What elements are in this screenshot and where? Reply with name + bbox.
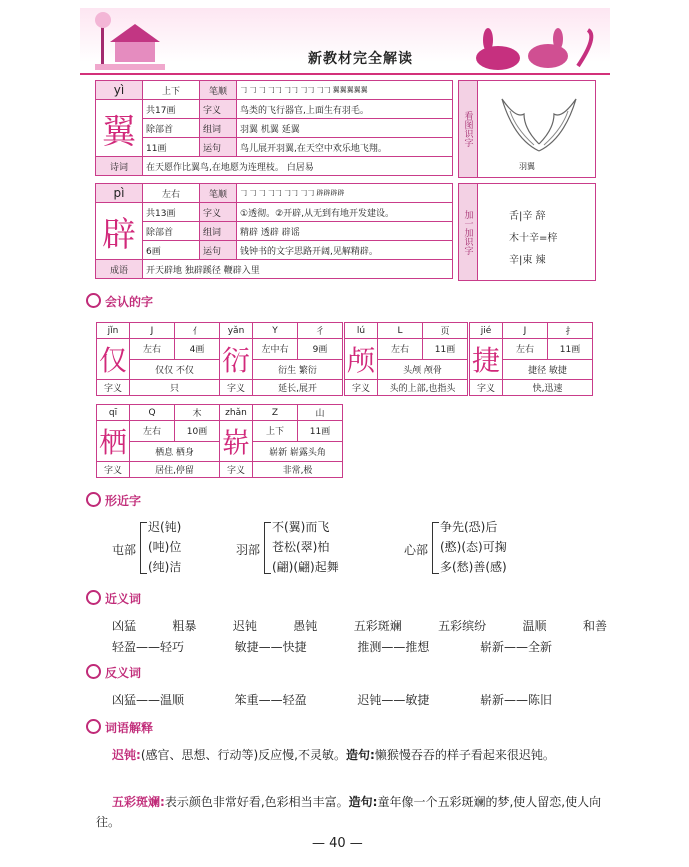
similar-g3: 争先(恐)后 (憨)(态)可掬 多(愁)善(感) bbox=[440, 520, 507, 574]
stroke-count: 11画 bbox=[548, 339, 593, 360]
letter: J bbox=[130, 323, 175, 339]
meaning-label: 字义 bbox=[220, 380, 253, 396]
letter: Z bbox=[253, 405, 298, 421]
pinyin: jié bbox=[470, 323, 503, 339]
zuci-label: 组词 bbox=[200, 119, 237, 138]
stroke-order: 𠃌 𠃌 𠃌 𠃌𠃌 𠃌𠃌 𠃌𠃌 𠃌𠃌 翼翼翼翼翼 bbox=[237, 81, 453, 100]
letter: Y bbox=[253, 323, 298, 339]
word: 敏捷——快捷 bbox=[234, 640, 307, 654]
meaning-label: 字义 bbox=[345, 380, 378, 396]
magnifier-icon bbox=[86, 664, 101, 679]
meaning: 快,迅速 bbox=[503, 380, 593, 396]
term: 迟钝: bbox=[112, 748, 141, 762]
section-synonym: 近义词 bbox=[86, 590, 141, 607]
meaning: 头的上部,也指头 bbox=[378, 380, 468, 396]
meaning: 延长,展开 bbox=[253, 380, 343, 396]
word: 迟钝 bbox=[232, 619, 257, 633]
structure: 左右 bbox=[143, 184, 200, 203]
brace bbox=[140, 522, 147, 574]
brace bbox=[264, 522, 271, 574]
words: 头颅 颅骨 bbox=[378, 359, 468, 380]
words: 捷径 敏捷 bbox=[503, 359, 593, 380]
big-character: 仅 bbox=[97, 339, 130, 380]
use-sentence: 鸟儿展开羽翼,在天空中欢乐地飞翔。 bbox=[237, 138, 453, 157]
char-table-pi bbox=[95, 183, 453, 279]
word: 凶猛——温顺 bbox=[112, 693, 185, 707]
structure: 左右 bbox=[378, 339, 423, 360]
meaning: 非常,极 bbox=[253, 462, 343, 478]
radical-count: 6画 bbox=[143, 241, 200, 260]
radical: 页 bbox=[423, 323, 468, 339]
recognize-char-card bbox=[469, 322, 593, 396]
word: 和善 bbox=[582, 619, 607, 633]
meaning-label: 字义 bbox=[470, 380, 503, 396]
letter: J bbox=[503, 323, 548, 339]
word: 温顺 bbox=[522, 619, 547, 633]
big-character: 栖 bbox=[97, 421, 130, 462]
similar-g2: 不(翼)而飞 苍松(翠)柏 (翩)(翩)起舞 bbox=[272, 520, 339, 574]
stroke-order: 𠃌 𠃌 𠃌 𠃌𠃌 𠃌𠃌 𠃌𠃌 辟辟辟辟 bbox=[237, 184, 453, 203]
radical-label: 除部首 bbox=[143, 119, 200, 138]
words: 崭新 崭露头角 bbox=[253, 441, 343, 462]
pinyin: yǎn bbox=[220, 323, 253, 339]
header-title: 新教材完全解读 bbox=[308, 51, 413, 67]
radical-count: 11画 bbox=[143, 138, 200, 157]
synonym-row-1 bbox=[112, 617, 607, 634]
structure: 上下 bbox=[143, 81, 200, 100]
section-explain: 词语解释 bbox=[86, 719, 153, 736]
structure: 左右 bbox=[130, 421, 175, 442]
words: 衍生 繁衍 bbox=[253, 359, 343, 380]
letter: Q bbox=[130, 405, 175, 421]
magnifier-icon bbox=[86, 293, 101, 308]
big-character: 捷 bbox=[470, 339, 503, 380]
term: 五彩斑斓: bbox=[112, 795, 165, 809]
magnifier-icon bbox=[86, 719, 101, 734]
zuci: 精辟 透辟 辟谣 bbox=[237, 222, 453, 241]
structure: 上下 bbox=[253, 421, 298, 442]
meaning-label: 字义 bbox=[97, 462, 130, 478]
meaning-label: 字义 bbox=[97, 380, 130, 396]
header-line bbox=[80, 73, 610, 75]
recognize-char-card bbox=[96, 404, 220, 478]
word: 凶猛 bbox=[112, 619, 137, 633]
wings-caption: 羽翼 bbox=[519, 162, 535, 171]
poem-label: 诗词 bbox=[96, 157, 143, 176]
explain-1: 迟钝:(感官、思想、行动等)反应慢,不灵敏。造句:懒猴慢吞吞的样子看起来很迟钝。 bbox=[112, 748, 555, 762]
add-item: 辛|束 辣 bbox=[509, 255, 546, 266]
brace bbox=[432, 522, 439, 574]
page-header bbox=[80, 8, 610, 76]
similar-g1: 迟(钝) (吨)位 (纯)洁 bbox=[148, 520, 182, 574]
pinyin: yì bbox=[96, 81, 143, 100]
rabbits-illustration bbox=[458, 26, 608, 72]
add-list bbox=[509, 206, 557, 272]
zuci-label: 组词 bbox=[200, 222, 237, 241]
pinyin: jǐn bbox=[97, 323, 130, 339]
radical: 亻 bbox=[175, 323, 220, 339]
section-similar: 形近字 bbox=[86, 492, 141, 509]
word: 愚钝 bbox=[293, 619, 318, 633]
use-label: 运句 bbox=[200, 138, 237, 157]
radical: 木 bbox=[175, 405, 220, 421]
word: 笨重——轻盈 bbox=[234, 693, 307, 707]
word: 崭新——全新 bbox=[479, 640, 552, 654]
similar-g1-label: 屯部 bbox=[112, 543, 137, 557]
word: 崭新——陈旧 bbox=[479, 693, 552, 707]
big-character: 翼 bbox=[96, 100, 143, 157]
big-character: 崭 bbox=[220, 421, 253, 462]
letter: L bbox=[378, 323, 423, 339]
meaning: 鸟类的飞行器官,上面生有羽毛。 bbox=[237, 100, 453, 119]
word: 粗暴 bbox=[172, 619, 197, 633]
word: 推测——推想 bbox=[357, 640, 430, 654]
structure: 左右 bbox=[130, 339, 175, 360]
meaning: ①透彻。②开辟,从无到有地开发建设。 bbox=[237, 203, 453, 222]
section-recognize: 会认的字 bbox=[86, 293, 153, 310]
idiom-label: 成语 bbox=[96, 260, 143, 279]
wings-icon bbox=[494, 89, 584, 159]
stroke-count: 10画 bbox=[175, 421, 220, 442]
stroke-label: 笔顺 bbox=[200, 81, 237, 100]
similar-g2-label: 羽部 bbox=[236, 543, 261, 557]
add-panel bbox=[458, 183, 596, 281]
stroke-count: 11画 bbox=[423, 339, 468, 360]
zuci: 羽翼 机翼 延翼 bbox=[237, 119, 453, 138]
structure: 左中右 bbox=[253, 339, 298, 360]
stroke-count: 共13画 bbox=[143, 203, 200, 222]
radical: 山 bbox=[298, 405, 343, 421]
stroke-count: 11画 bbox=[298, 421, 343, 442]
use-sentence: 钱钟书的文字思路开阔,见解精辟。 bbox=[237, 241, 453, 260]
similar-g3-label: 心部 bbox=[404, 543, 429, 557]
recognize-char-card bbox=[344, 322, 468, 396]
structure: 左右 bbox=[503, 339, 548, 360]
meaning-label: 字义 bbox=[220, 462, 253, 478]
synonym-row-2 bbox=[112, 638, 552, 655]
pinyin: qī bbox=[97, 405, 130, 421]
page-number: — 40 — bbox=[312, 836, 363, 851]
add-item: 舌|辛 辞 bbox=[509, 211, 546, 222]
meaning: 居住,停留 bbox=[130, 462, 220, 478]
meaning: 只 bbox=[130, 380, 220, 396]
picture-label: 看图识字 bbox=[459, 81, 478, 177]
char-table-yi bbox=[95, 80, 453, 176]
antonym-row bbox=[112, 691, 552, 708]
pinyin: lú bbox=[345, 323, 378, 339]
recognize-char-card bbox=[219, 404, 343, 478]
word: 轻盈——轻巧 bbox=[112, 640, 185, 654]
house-tree-illustration bbox=[95, 10, 165, 72]
word: 五彩缤纷 bbox=[438, 619, 487, 633]
meaning-label: 字义 bbox=[200, 203, 237, 222]
recognize-char-card bbox=[96, 322, 220, 396]
pinyin: zhǎn bbox=[220, 405, 253, 421]
poem: 在天愿作比翼鸟,在地愿为连理枝。 白居易 bbox=[143, 157, 453, 176]
radical: 扌 bbox=[548, 323, 593, 339]
section-antonym: 反义词 bbox=[86, 664, 141, 681]
big-character: 辟 bbox=[96, 203, 143, 260]
words: 仅仅 不仅 bbox=[130, 359, 220, 380]
add-label: 加一加识字 bbox=[459, 184, 478, 280]
explain-2: 五彩斑斓:表示颜色非常好看,色彩相当丰富。造句:童年像一个五彩斑斓的梦,使人留恋,使人向往。 bbox=[96, 795, 602, 829]
magnifier-icon bbox=[86, 590, 101, 605]
radical: 彳 bbox=[298, 323, 343, 339]
pinyin: pì bbox=[96, 184, 143, 203]
stroke-label: 笔顺 bbox=[200, 184, 237, 203]
idioms: 开天辟地 独辟蹊径 鞭辟入里 bbox=[143, 260, 453, 279]
word: 迟钝——敏捷 bbox=[357, 693, 430, 707]
recognize-char-card bbox=[219, 322, 343, 396]
use-label: 运句 bbox=[200, 241, 237, 260]
picture-panel bbox=[458, 80, 596, 178]
add-item: 木十辛=梓 bbox=[509, 233, 558, 244]
magnifier-icon bbox=[86, 492, 101, 507]
big-character: 颅 bbox=[345, 339, 378, 380]
big-character: 衍 bbox=[220, 339, 253, 380]
stroke-count: 4画 bbox=[175, 339, 220, 360]
word: 五彩斑斓 bbox=[353, 619, 402, 633]
meaning-label: 字义 bbox=[200, 100, 237, 119]
radical-label: 除部首 bbox=[143, 222, 200, 241]
stroke-count: 共17画 bbox=[143, 100, 200, 119]
stroke-count: 9画 bbox=[298, 339, 343, 360]
words: 栖息 栖身 bbox=[130, 441, 220, 462]
